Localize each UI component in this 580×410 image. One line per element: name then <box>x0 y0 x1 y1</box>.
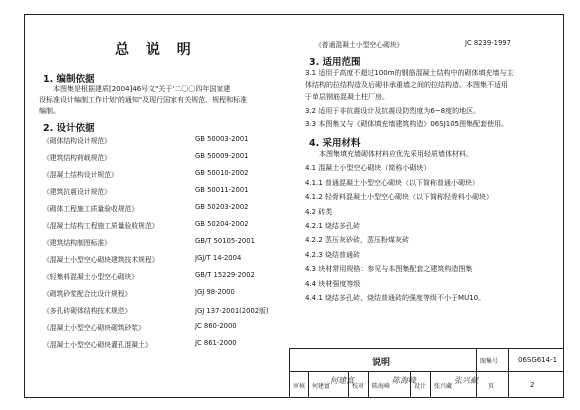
page-label: 页 <box>488 383 495 390</box>
s1-line: 设标准设计编制工作计划'的通知"及现行国家有关规范、规程和标准 <box>39 96 248 104</box>
standard-name: 《混凝土结构工程施工质量验收规范》 <box>43 222 159 230</box>
standard-name: 《砌体结构设计规范》 <box>43 137 111 145</box>
drawing-sheet <box>24 14 564 398</box>
s3-line: 3.1 适用于高度不超过100m的钢筋混凝土结构中的砌体填充墙与主 <box>305 69 514 77</box>
page-title: 总 说 明 <box>115 42 197 58</box>
s4-line: 4.4 块材强度等级 <box>305 279 361 288</box>
review-label: 审核 <box>293 383 306 390</box>
s3-line: 体结构的拉结构造及后砌非承重墙之间的拉结构造。本图集不适用 <box>305 81 508 89</box>
atlas-number: 06SG614-1 <box>518 356 558 364</box>
standard-code: GB/T 50105-2001 <box>195 237 255 245</box>
standard-name: 《混凝土结构设计规范》 <box>43 171 118 179</box>
standard-name: 《混凝土小型空心砌块砌筑砂浆》 <box>43 324 145 332</box>
standard-code: GB/T 15229-2002 <box>195 271 255 279</box>
standard-row <box>315 39 403 49</box>
standard-code: GB 50204-2002 <box>195 220 249 228</box>
designer-name: 张兴藏 <box>434 383 453 390</box>
standard-name: 《砌筑砂浆配合比设计规程》 <box>43 290 132 298</box>
check-label: 校对 <box>352 383 365 390</box>
standard-name: 《混凝土小型空心砌块建筑技术规程》 <box>43 256 159 264</box>
standard-code: JGJ 137-2001(2002版) <box>195 307 269 315</box>
page-number: 2 <box>530 381 535 389</box>
s3-line: 于单层钢筋混凝土柱厂房。 <box>305 93 389 101</box>
standard-code: JC 860-2000 <box>195 322 237 330</box>
section-2-heading: 2. 设计依据 <box>43 123 95 134</box>
design-label: 设计 <box>414 383 427 390</box>
reviewer-signature: 何建富 <box>330 376 354 385</box>
s4-line: 4.3 块材常用规格：参见与本图集配套之建筑构造图集 <box>305 265 473 274</box>
s4-line: 4.2 砖类 <box>305 207 333 216</box>
s4-line: 4.1 混凝土小型空心砌块（简称小砌块） <box>305 164 431 173</box>
section-1-heading: 1. 编制依据 <box>43 74 95 85</box>
section-3-heading: 3. 适用范围 <box>309 57 361 68</box>
standard-code: GB 50010-2002 <box>195 169 249 177</box>
standard-name: 《多孔砖砌体结构技术规范》 <box>43 307 132 315</box>
standard-code: GB 50009-2001 <box>195 152 249 160</box>
standard-name: 《砌体工程施工质量验收规范》 <box>43 205 139 213</box>
s4-line: 4.2.3 烧结普通砖 <box>305 250 361 259</box>
s3-line: 3.3 本图集又与《砌体填充墙建筑构造》06SJ105图集配套使用。 <box>305 120 509 128</box>
standard-code: GB 50203-2002 <box>195 203 249 211</box>
s4-line: 4.2.2 蒸压灰砂砖，蒸压粉煤灰砖 <box>305 236 410 245</box>
checker-signature: 陈海峰 <box>392 376 416 385</box>
section-4-heading: 4. 采用材料 <box>309 138 361 149</box>
standard-code: JGJ 98-2000 <box>195 288 235 296</box>
s4-line: 4.4.1 烧结多孔砖、烧结普通砖的强度等级不小于MU10。 <box>305 294 486 302</box>
standard-code: GB 50011-2001 <box>195 186 249 194</box>
standard-code: JC 861-2000 <box>195 339 237 347</box>
reviewer-name: 何建富 <box>312 383 331 390</box>
s1-line: 本图集是根据建质[2004]46号文"关于'二〇〇四年国家建 <box>53 85 231 93</box>
s4-line: 4.2.1 烧结多孔砖 <box>305 222 361 230</box>
sheet-name: 说明 <box>372 358 391 368</box>
s4-line: 4.1.1 普通混凝土小型空心砌块（以下简称普通小砌块） <box>305 178 480 187</box>
s3-line: 3.2 适用于非抗震设计及抗震设防烈度为6~8度的地区。 <box>305 107 481 115</box>
designer-signature: 张兴藏 <box>454 376 478 385</box>
checker-name: 陈海峰 <box>372 383 391 390</box>
s4-line: 4.1.2 轻骨料混凝土小型空心砌块（以下简称轻骨料小砌块） <box>305 193 494 202</box>
standard-name: 《普通混凝土小型空心砌块》 <box>315 41 404 49</box>
standard-code: JC 8239-1997 <box>465 39 511 47</box>
standard-name: 《混凝土小型空心砌块灌孔混凝土》 <box>43 341 152 349</box>
title-block <box>289 348 564 398</box>
standard-name: 《建筑抗震设计规范》 <box>43 188 111 196</box>
atlas-label: 图集号 <box>480 358 499 365</box>
s1-line: 编制。 <box>39 107 60 115</box>
standard-code: GB 50003-2001 <box>195 135 249 143</box>
standard-name: 《轻集料混凝土小型空心砌块》 <box>43 273 139 281</box>
standard-name: 《建筑结构荷载规范》 <box>43 154 111 162</box>
s4-line: 本图集填充墙砌体材料应优先采用轻质墙体材料。 <box>319 150 473 158</box>
standard-name: 《建筑结构制图标准》 <box>43 239 111 247</box>
standard-code: JGJ/T 14-2004 <box>195 254 242 262</box>
